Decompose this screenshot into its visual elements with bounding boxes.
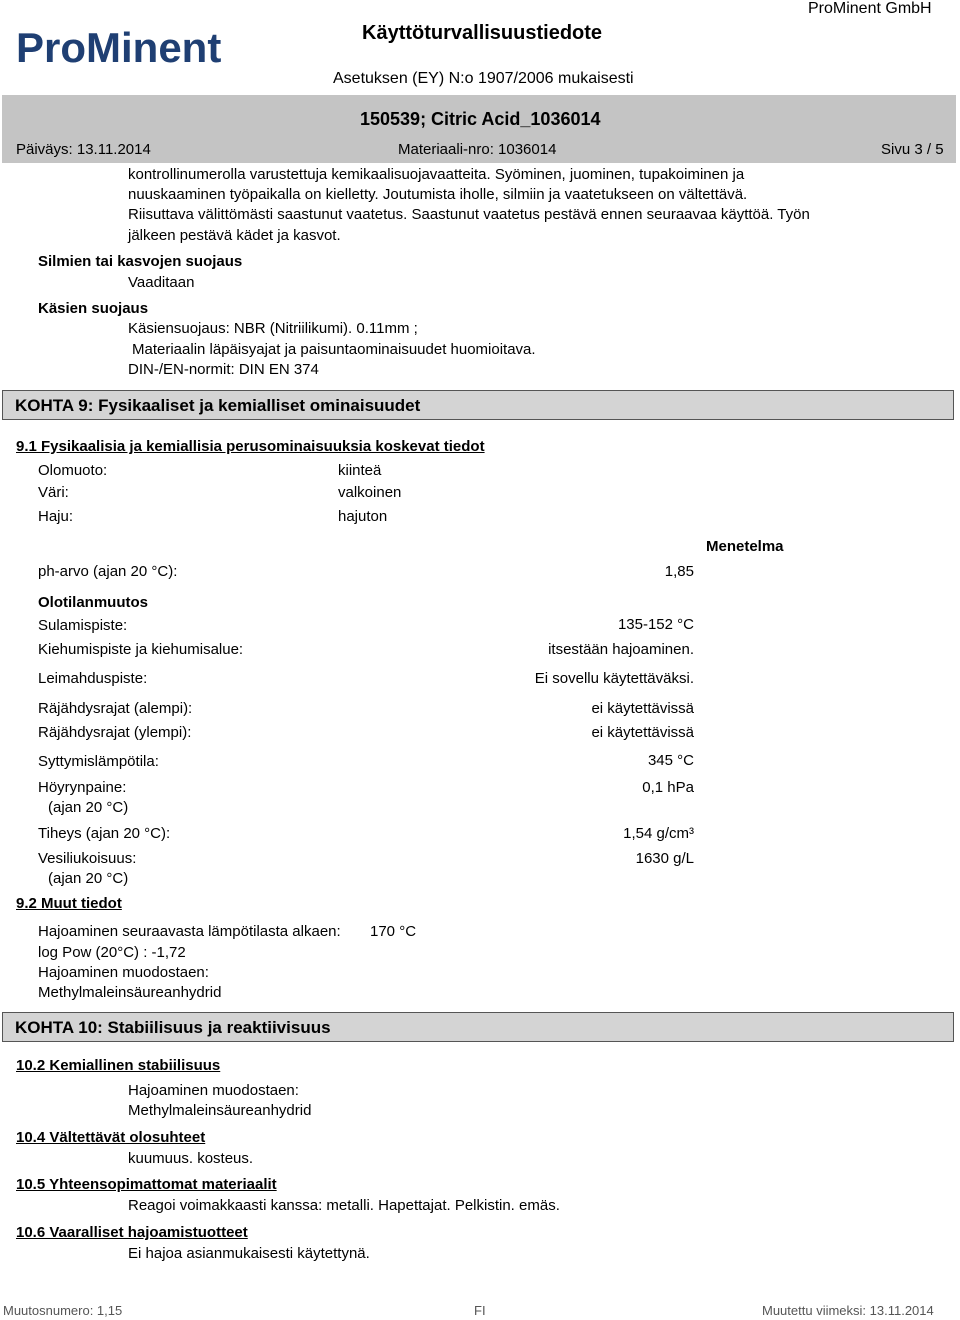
company-name: ProMinent GmbH — [808, 0, 932, 17]
stability-line: Methylmaleinsäureanhydrid — [128, 1102, 312, 1119]
vesiliukoisuus-condition: (ajan 20 °C) — [48, 870, 129, 887]
haju-value: hajuton — [338, 508, 388, 525]
incompatible-materials: Reagoi voimakkaasti kanssa: metalli. Hapettajat. Pelkistin. emäs. — [128, 1197, 560, 1214]
hand-protection-line: Materiaalin läpäisyajat ja paisuntaominaisuudet huomioitava. — [132, 341, 536, 358]
subsection-9-1-title: 9.1 Fysikaalisia ja kemiallisia perusominaisuuksia koskevat tiedot — [16, 438, 485, 455]
subsection-10-5-title: 10.5 Yhteensopimattomat materiaalit — [16, 1176, 277, 1193]
last-modified: Muutettu viimeksi: 13.11.2014 — [762, 1303, 934, 1318]
hoyrynpaine-label: Höyrynpaine: — [38, 779, 127, 796]
sulamispiste-label: Sulamispiste: — [38, 617, 128, 634]
kiehumispiste-label: Kiehumispiste ja kiehumisalue: — [38, 641, 244, 658]
logo-text: ProMinent — [16, 24, 222, 70]
protection-text-line: jälkeen pestävä kädet ja kasvot. — [128, 227, 341, 244]
stability-line: Hajoaminen muodostaen: — [128, 1082, 299, 1099]
decomposition-products: Ei hajoa asianmukaisesti käytettynä. — [128, 1245, 370, 1262]
muut-tiedot-line: Methylmaleinsäureanhydrid — [38, 984, 222, 1001]
hoyrynpaine-value: 0,1 hPa — [642, 779, 694, 796]
section-9-title: KOHTA 9: Fysikaaliset ja kemialliset ominaisuudet — [15, 396, 421, 415]
subsection-10-6-title: 10.6 Vaaralliset hajoamistuotteet — [16, 1224, 248, 1241]
rajahdysrajat-alempi-value: ei käytettävissä — [591, 700, 694, 717]
olomuoto-label: Olomuoto: — [38, 462, 108, 479]
hand-protection-line: Käsiensuojaus: NBR (Nitriilikumi). 0.11mm ; — [128, 320, 418, 337]
olomuoto-value: kiinteä — [338, 462, 382, 479]
document-title: Käyttöturvallisuustiedote — [362, 22, 603, 44]
section-10-header — [2, 1012, 954, 1042]
ph-label: ph-arvo (ajan 20 °C): — [38, 563, 178, 580]
olotilanmuutos-heading: Olotilanmuutos — [38, 594, 148, 611]
page-number: Sivu 3 / 5 — [881, 141, 944, 158]
syttymislampotila-label: Syttymislämpötila: — [38, 753, 159, 770]
eye-protection-value: Vaaditaan — [128, 274, 195, 291]
rajahdysrajat-alempi-label: Räjähdysrajat (alempi): — [38, 700, 193, 717]
hand-protection-line: DIN-/EN-normit: DIN EN 374 — [128, 361, 319, 378]
regulation-text: Asetuksen (EY) N:o 1907/2006 mukaisesti — [333, 70, 634, 87]
hajoaminen-label: Hajoaminen seuraavasta lämpötilasta alkaen: — [38, 923, 341, 940]
revision-number: Muutosnumero: 1,15 — [3, 1303, 123, 1318]
tiheys-value: 1,54 g/cm³ — [623, 825, 694, 842]
tiheys-label: Tiheys (ajan 20 °C): — [38, 825, 171, 842]
leimahduspiste-value: Ei sovellu käytettäväksi. — [534, 670, 694, 687]
ph-value: 1,85 — [664, 563, 694, 580]
muut-tiedot-line: Hajoaminen muodostaen: — [38, 964, 209, 981]
vari-label: Väri: — [38, 484, 69, 501]
material-number: Materiaali-nro: 1036014 — [398, 141, 557, 158]
conditions-to-avoid: kuumuus. kosteus. — [128, 1150, 254, 1167]
protection-text-line: kontrollinumerolla varustettuja kemikaalisuojavaatteita. Syöminen, juominen, tupakoiminen ja — [128, 166, 745, 183]
section-9-header — [2, 390, 954, 420]
protection-text-line: nuuskaaminen työpaikalla on kielletty. Joutumista iholle, silmiin ja vaatetukseen on vältettävä. — [128, 186, 748, 203]
protection-text-line: Riisuttava välittömästi saastunut vaatetus. Saastunut vaatetus pestävä ennen seuraavaa käyttöä. Työn — [128, 206, 810, 223]
rajahdysrajat-ylempi-label: Räjähdysrajat (ylempi): — [38, 724, 192, 741]
product-name: 150539; Citric Acid_1036014 — [360, 109, 601, 129]
subsection-10-2-title: 10.2 Kemiallinen stabiilisuus — [16, 1057, 221, 1074]
haju-label: Haju: — [38, 508, 74, 525]
section-10-title: KOHTA 10: Stabiilisuus ja reaktiivisuus — [15, 1018, 331, 1037]
subsection-9-2-title: 9.2 Muut tiedot — [16, 895, 122, 912]
eye-protection-label: Silmien tai kasvojen suojaus — [38, 253, 243, 270]
muut-tiedot-line: log Pow (20°C) : -1,72 — [38, 944, 186, 961]
subsection-10-4-title: 10.4 Vältettävät olosuhteet — [16, 1129, 206, 1146]
hand-protection-label: Käsien suojaus — [38, 300, 149, 317]
hajoaminen-value: 170 °C — [370, 923, 417, 940]
leimahduspiste-label: Leimahduspiste: — [38, 670, 148, 687]
date: Päiväys: 13.11.2014 — [16, 141, 151, 158]
sulamispiste-value: 135-152 °C — [617, 616, 694, 633]
rajahdysrajat-ylempi-value: ei käytettävissä — [591, 724, 694, 741]
vari-value: valkoinen — [338, 484, 402, 501]
language-code: FI — [474, 1303, 486, 1318]
kiehumispiste-value: itsestään hajoaminen. — [548, 641, 694, 658]
method-header: Menetelma — [706, 538, 784, 555]
vesiliukoisuus-value: 1630 g/L — [635, 850, 694, 867]
prominent-logo — [16, 22, 236, 70]
hoyrynpaine-condition: (ajan 20 °C) — [48, 799, 129, 816]
syttymislampotila-value: 345 °C — [647, 752, 694, 769]
vesiliukoisuus-label: Vesiliukoisuus: — [38, 850, 137, 867]
